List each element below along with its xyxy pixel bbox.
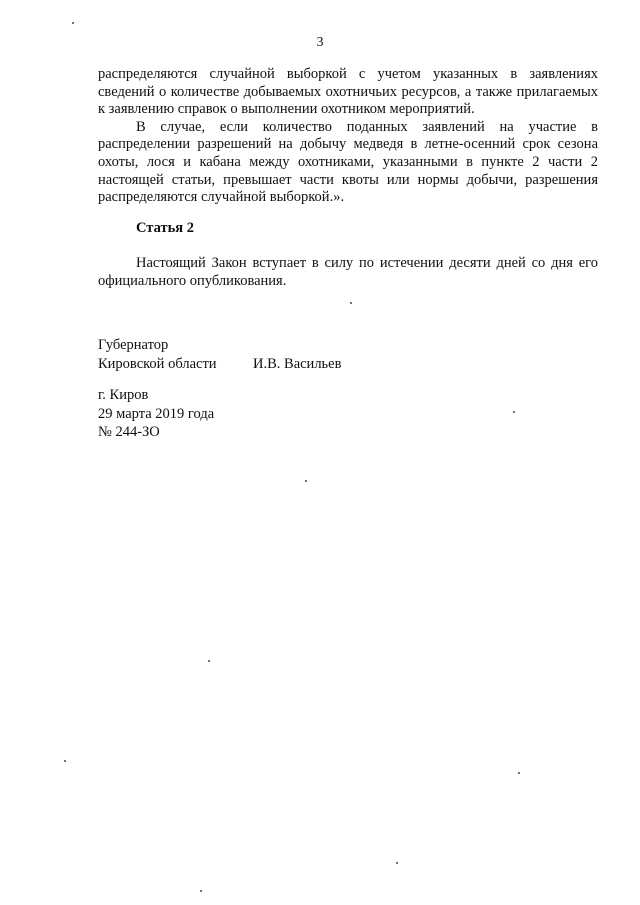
scan-speck [513, 411, 515, 413]
scan-speck [396, 862, 398, 864]
signature-block [98, 336, 341, 374]
date-label: 29 марта 2019 года [98, 405, 215, 422]
scan-speck [208, 660, 210, 662]
paragraph-continuation: распределяются случайной выборкой с учетом указанных в заявлениях сведений о количестве добываемых охотничьих ресурсов, а также прилагаемых к заявлению справок о выполнении охотником мероприятий. [98, 66, 598, 118]
signature-name: И.В. Васильев [253, 356, 342, 372]
scan-speck [518, 772, 520, 774]
scan-speck [350, 302, 352, 304]
signature-row [98, 355, 341, 374]
city-label: г. Киров [98, 387, 149, 403]
article-title: Статья 2 [136, 220, 194, 236]
paragraph-case: В случае, если количество поданных заявлений на участие в распределении разрешений на добычу медведя в летне-осенний срок сезона охоты, лося и кабана между охотниками, указанными в пункте 2 части 2 настоящей статьи, превышает части квоты или нормы добычи, разрешения распределяются случайной выборкой.». [98, 118, 598, 206]
law-number: № 244-ЗО [98, 424, 160, 440]
place-date-block [98, 386, 214, 442]
scan-speck [200, 890, 202, 892]
scan-speck [305, 480, 307, 482]
scan-speck [72, 22, 74, 24]
page-number: 3 [316, 35, 324, 50]
article-text: Настоящий Закон вступает в силу по истечении десяти дней со дня его официального опубликования. [98, 255, 598, 289]
article-body [98, 254, 598, 290]
scan-speck [64, 760, 66, 762]
law-text-block [98, 66, 598, 207]
signature-position-line2: Кировской области [98, 356, 217, 372]
signature-position-line1: Губернатор [98, 337, 169, 353]
